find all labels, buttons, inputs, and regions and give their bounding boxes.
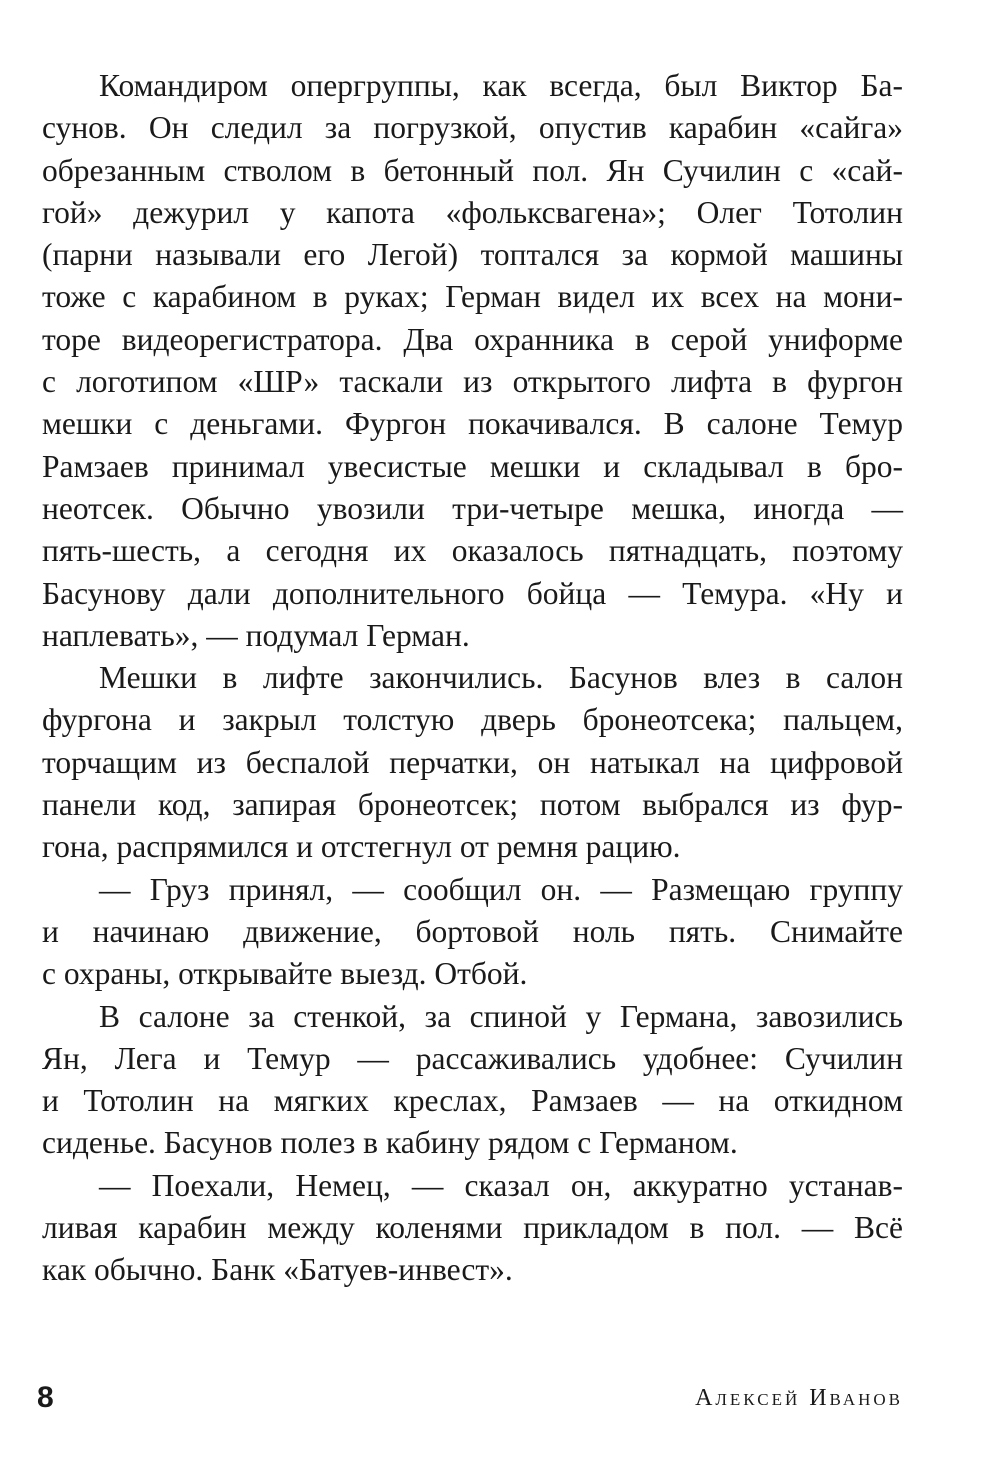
- text-line: Мешки в лифте закончились. Басунов влез в салон: [99, 660, 903, 696]
- text-line: гой» дежурил у капота «фольксвагена»; Олег Тотолин: [42, 194, 903, 230]
- text-line: сунов. Он следил за погрузкой, опустив карабин «сайга»: [42, 110, 903, 146]
- text-line: как обычно. Банк «Батуев-инвест».: [42, 1252, 513, 1288]
- page-number: 8: [37, 1381, 54, 1414]
- text-line: и Тотолин на мягких креслах, Рамзаев — на откидном: [42, 1083, 903, 1119]
- text-line: панели код, запирая бронеотсек; потом выбрался из фур-: [42, 787, 903, 823]
- text-line: сиденье. Басунов полез в кабину рядом с Германом.: [42, 1125, 738, 1161]
- text-line: гона, распрямился и отстегнул от ремня рацию.: [42, 829, 681, 865]
- text-line: мешки с деньгами. Фургон покачивался. В салоне Темур: [42, 406, 903, 442]
- text-line: Рамзаев принимал увесистые мешки и складывал в бро-: [42, 448, 903, 484]
- text-line: с логотипом «ШР» таскали из открытого лифта в фургон: [42, 364, 903, 400]
- text-line: — Груз принял, — сообщил он. — Размещаю группу: [99, 871, 903, 907]
- text-line: (парни называли его Легой) топтался за кормой машины: [42, 237, 903, 273]
- text-line: Басунову дали дополнительного бойца — Темура. «Ну и: [42, 575, 903, 611]
- text-line: с охраны, открывайте выезд. Отбой.: [42, 956, 528, 992]
- author-running-head: Алексей Иванов: [695, 1385, 903, 1411]
- text-line: пять-шесть, а сегодня их оказалось пятнадцать, поэтому: [42, 533, 903, 569]
- text-line: В салоне за стенкой, за спиной у Германа, завозились: [99, 998, 903, 1034]
- text-line: ливая карабин между коленями прикладом в пол. — Всё: [42, 1210, 903, 1246]
- text-line: неотсек. Обычно увозили три-четыре мешка, иногда —: [42, 490, 903, 526]
- text-line: обрезанным стволом в бетонный пол. Ян Сучилин с «сай-: [42, 152, 903, 188]
- text-line: наплевать», — подумал Герман.: [42, 617, 470, 653]
- page-footer: [37, 1378, 903, 1418]
- text-line: тоже с карабином в руках; Герман видел их всех на мони-: [42, 279, 903, 315]
- body-text: [42, 65, 903, 1292]
- text-line: Командиром опергруппы, как всегда, был Виктор Ба-: [99, 68, 903, 103]
- text-line: Ян, Лега и Темур — рассаживались удобнее: Сучилин: [42, 1040, 903, 1076]
- text-line: — Поехали, Немец, — сказал он, аккуратно устанав-: [99, 1167, 903, 1203]
- text-line: и начинаю движение, бортовой ноль пять. Снимайте: [42, 913, 903, 949]
- text-line: торчащим из беспалой перчатки, он натыкал на цифровой: [42, 744, 903, 780]
- text-line: фургона и закрыл толстую дверь бронеотсека; пальцем,: [42, 702, 903, 738]
- text-line: торе видеорегистратора. Два охранника в серой униформе: [42, 321, 903, 357]
